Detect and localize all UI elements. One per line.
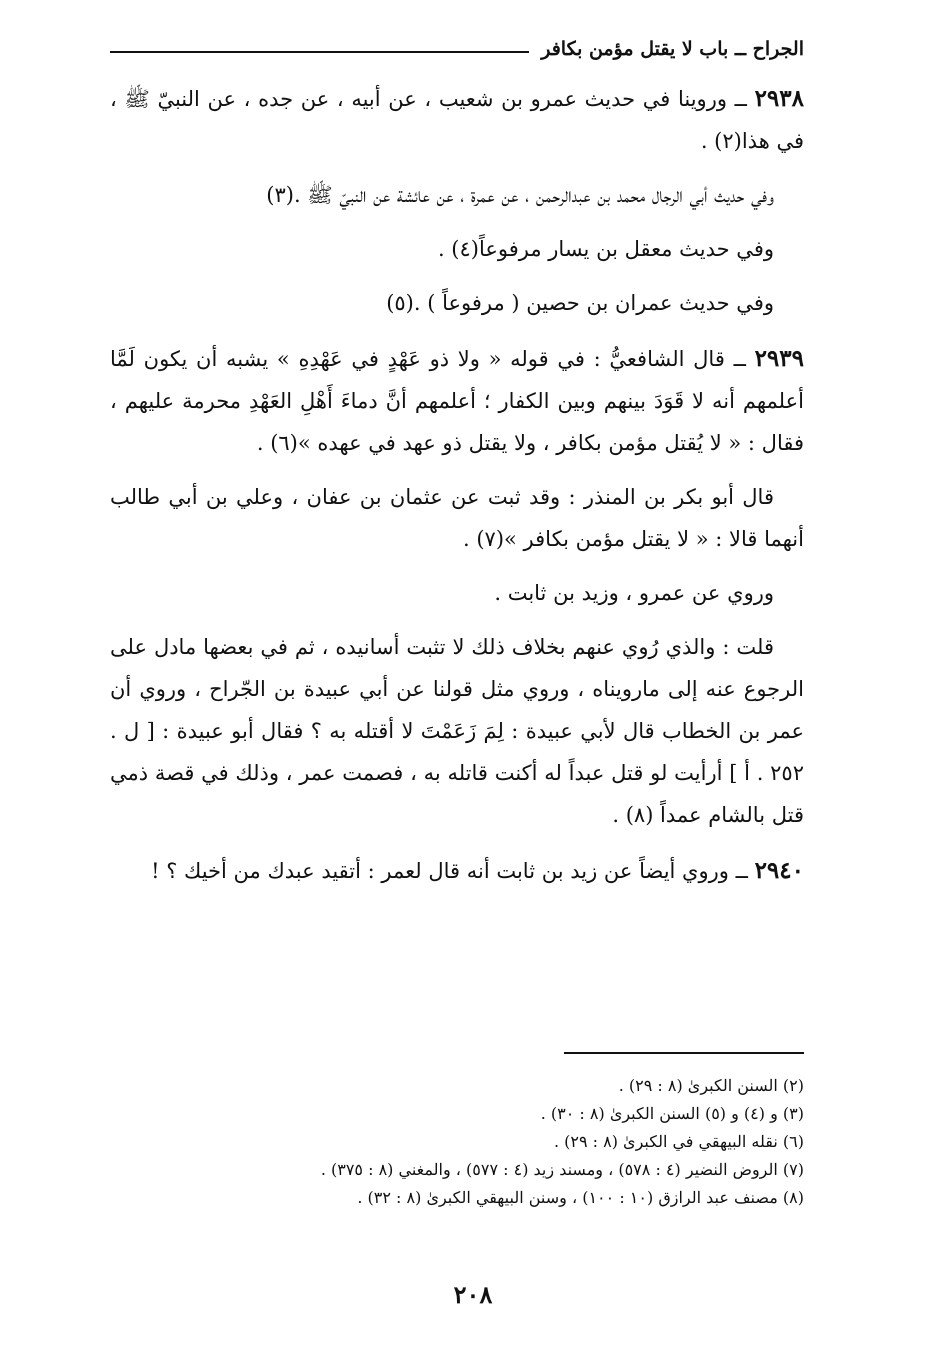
entry-number: ٢٩٤٠ bbox=[754, 857, 804, 884]
entry-2940 bbox=[110, 850, 804, 892]
paragraph-imran bbox=[110, 282, 804, 324]
paragraph-amr-zayd bbox=[110, 572, 804, 614]
paragraph-maqil bbox=[110, 228, 804, 270]
entry-2938 bbox=[110, 78, 804, 162]
footnote-3-4-5: (٣) و (٤) و (٥) السنن الكبرىٰ (٨ : ٣٠) . bbox=[540, 1104, 804, 1123]
paragraph-text: قال أبو بكر بن المنذر : وقد ثبت عن عثمان بن عفان ، وعلي بن أبي طالب أنهما قالا : « لا يقتل مؤمن بكافر »(٧) . bbox=[110, 485, 804, 551]
header-rule bbox=[110, 51, 529, 53]
paragraph-text: قلت : والذي رُوي عنهم بخلاف ذلك لا تثبت أسانيده ، ثم في بعضها مادل على الرجوع عنه إلى مارويناه ، وروي مثل قولنا عن أبي عبيدة بن الجّراح ، وروي أن عمر بن الخطاب قال لأبي عبيدة : لِمَ زَعَمْتَ لا أقتله به ؟ فقال أبو عبيدة : [ ل . ٢٥٢ . أ ] أرأيت لو قتل عبداً له أكنت قاتله به ، فصمت عمر ، وذلك في قصة ذمي قتل بالشام عمداً (٨) . bbox=[110, 635, 804, 827]
paragraph-text: وفي حديث معقل بن يسار مرفوعاً(٤) . bbox=[437, 237, 774, 261]
entry-text: ــ وروي أيضاً عن زيد بن ثابت أنه قال لعمر : أتقيد عبدك من أخيك ؟ ! bbox=[151, 859, 755, 883]
entry-number: ٢٩٣٨ bbox=[754, 85, 804, 112]
paragraph-ibn-mundhir bbox=[110, 476, 804, 560]
footnote-6: (٦) نقله البيهقي في الكبرىٰ (٨ : ٢٩) . bbox=[553, 1132, 804, 1151]
paragraph-text: وفي حديث عمران بن حصين ( مرفوعاً ) .(٥) bbox=[386, 291, 774, 315]
entry-2939 bbox=[110, 338, 804, 464]
running-header bbox=[110, 38, 804, 60]
header-title: الجراح ــ باب لا يقتل مؤمن بكافر bbox=[541, 38, 804, 60]
entry-text: ــ وروينا في حديث عمرو بن شعيب ، عن أبيه ، عن جده ، عن النبيّ ﷺ ، في هذا(٢) . bbox=[110, 87, 804, 153]
paragraph-text: وروي عن عمرو ، وزيد بن ثابت . bbox=[494, 581, 774, 605]
footnote-2: (٢) السنن الكبرىٰ (٨ : ٢٩) . bbox=[618, 1076, 804, 1095]
footnote-divider bbox=[564, 1052, 804, 1054]
main-text bbox=[110, 78, 804, 892]
entry-text: ــ قال الشافعيُّ : في قوله « ولا ذو عَهْدٍ في عَهْدِهِ » يشبه أن يكون لَمَّا أعلمهم أنه لا قَوَدَ بينهم وبين الكفار ؛ أعلمهم أنَّ دماءَ أَهْلِ العَهْدِ محرمة عليهم ، فقال : « لا يُقتل مؤمن بكافر ، ولا يقتل ذو عهد في عهده »(٦) . bbox=[110, 347, 804, 455]
footnotes bbox=[110, 1072, 804, 1212]
footnote-8: (٨) مصنف عبد الرازق (١٠ : ١٠٠) ، وسنن البيهقي الكبرىٰ (٨ : ٣٢) . bbox=[357, 1188, 804, 1207]
paragraph-text: وفي حديث أبي الرجال محمد بن عبدالرحمن ، عن عمرة ، عن عائشة عن النبيّ ﷺ .(٣) bbox=[266, 183, 774, 207]
entry-number: ٢٩٣٩ bbox=[754, 345, 804, 372]
paragraph-abu-rijal bbox=[110, 174, 804, 216]
page-number: ٢٠٨ bbox=[453, 1280, 493, 1309]
paragraph-qultu bbox=[110, 626, 804, 836]
footnote-7: (٧) الروض النضير (٤ : ٥٧٨) ، ومسند زيد (٤ : ٥٧٧) ، والمغني (٨ : ٣٧٥) . bbox=[320, 1160, 804, 1179]
